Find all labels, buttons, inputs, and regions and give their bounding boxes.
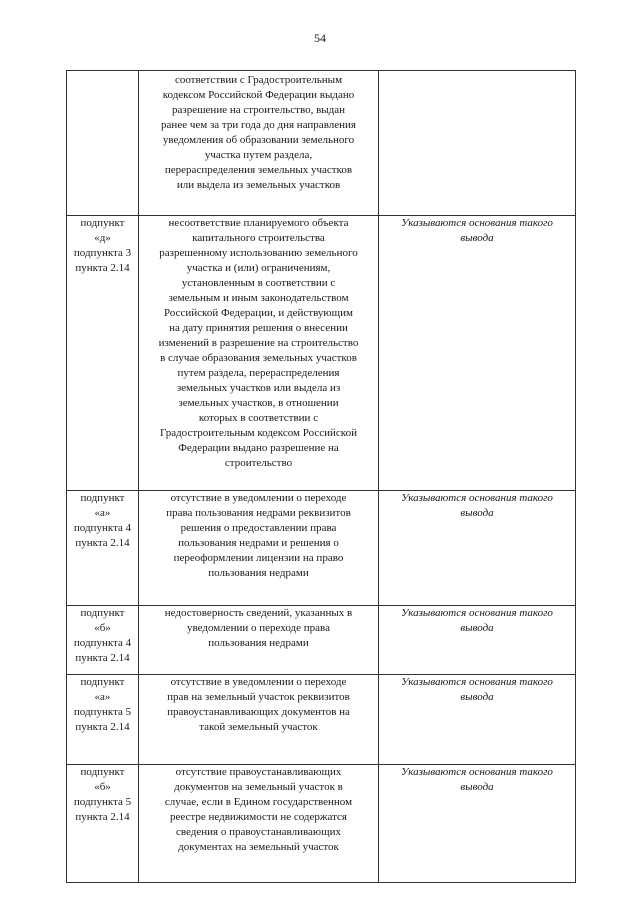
table-row [67,675,576,765]
description-cell: отсутствие в уведомлении о переходе права пользования недрами реквизитов решения о предоставлении права пользования недрами и решения о переоформлении лицензии на право пользования недрами [139,491,379,606]
table-row [67,71,576,216]
page-number: 54 [314,31,326,45]
note-cell: Указываются основания такого вывода [379,491,576,606]
description-cell: недостоверность сведений, указанных в уведомлении о переходе права пользования недрами [139,606,379,675]
grounds-table [66,70,576,883]
note-cell: Указываются основания такого вывода [379,765,576,883]
description-cell: несоответствие планируемого объекта капитального строительства разрешенному использованию земельного участка и (или) ограничениям, установленным в соответствии с земельным и иным законодательством Российской Федерации, и действующим на дату принятия решения о внесении изменений в разрешение на строительство в случае образования земельных участков путем раздела, перераспределения земельных участков или выдела из земельных участков, в отношении которых в соответствии с Градостроительным кодексом Российской Федерации выдано разрешение на строительство [139,216,379,491]
reference-cell: подпункт «д» подпункта 3 пункта 2.14 [67,216,139,491]
table-row [67,491,576,606]
table-row [67,216,576,491]
note-cell: Указываются основания такого вывода [379,675,576,765]
description-cell: отсутствие в уведомлении о переходе прав на земельный участок реквизитов правоустанавливающих документов на такой земельный участок [139,675,379,765]
note-cell: Указываются основания такого вывода [379,606,576,675]
reference-cell: подпункт «б» подпункта 5 пункта 2.14 [67,765,139,883]
description-cell: отсутствие правоустанавливающих документов на земельный участок в случае, если в Едином государственном реестре недвижимости не содержатся сведения о правоустанавливающих документах на земельный участок [139,765,379,883]
description-cell: соответствии с Градостроительным кодексом Российской Федерации выдано разрешение на строительство, выдан ранее чем за три года до дня направления уведомления об образовании земельного участка путем раздела, перераспределения земельных участков или выдела из земельных участков [139,71,379,216]
reference-cell [67,71,139,216]
note-cell: Указываются основания такого вывода [379,216,576,491]
table-row [67,606,576,675]
reference-cell: подпункт «б» подпункта 4 пункта 2.14 [67,606,139,675]
note-cell [379,71,576,216]
reference-cell: подпункт «а» подпункта 5 пункта 2.14 [67,675,139,765]
table-row [67,765,576,883]
reference-cell: подпункт «а» подпункта 4 пункта 2.14 [67,491,139,606]
